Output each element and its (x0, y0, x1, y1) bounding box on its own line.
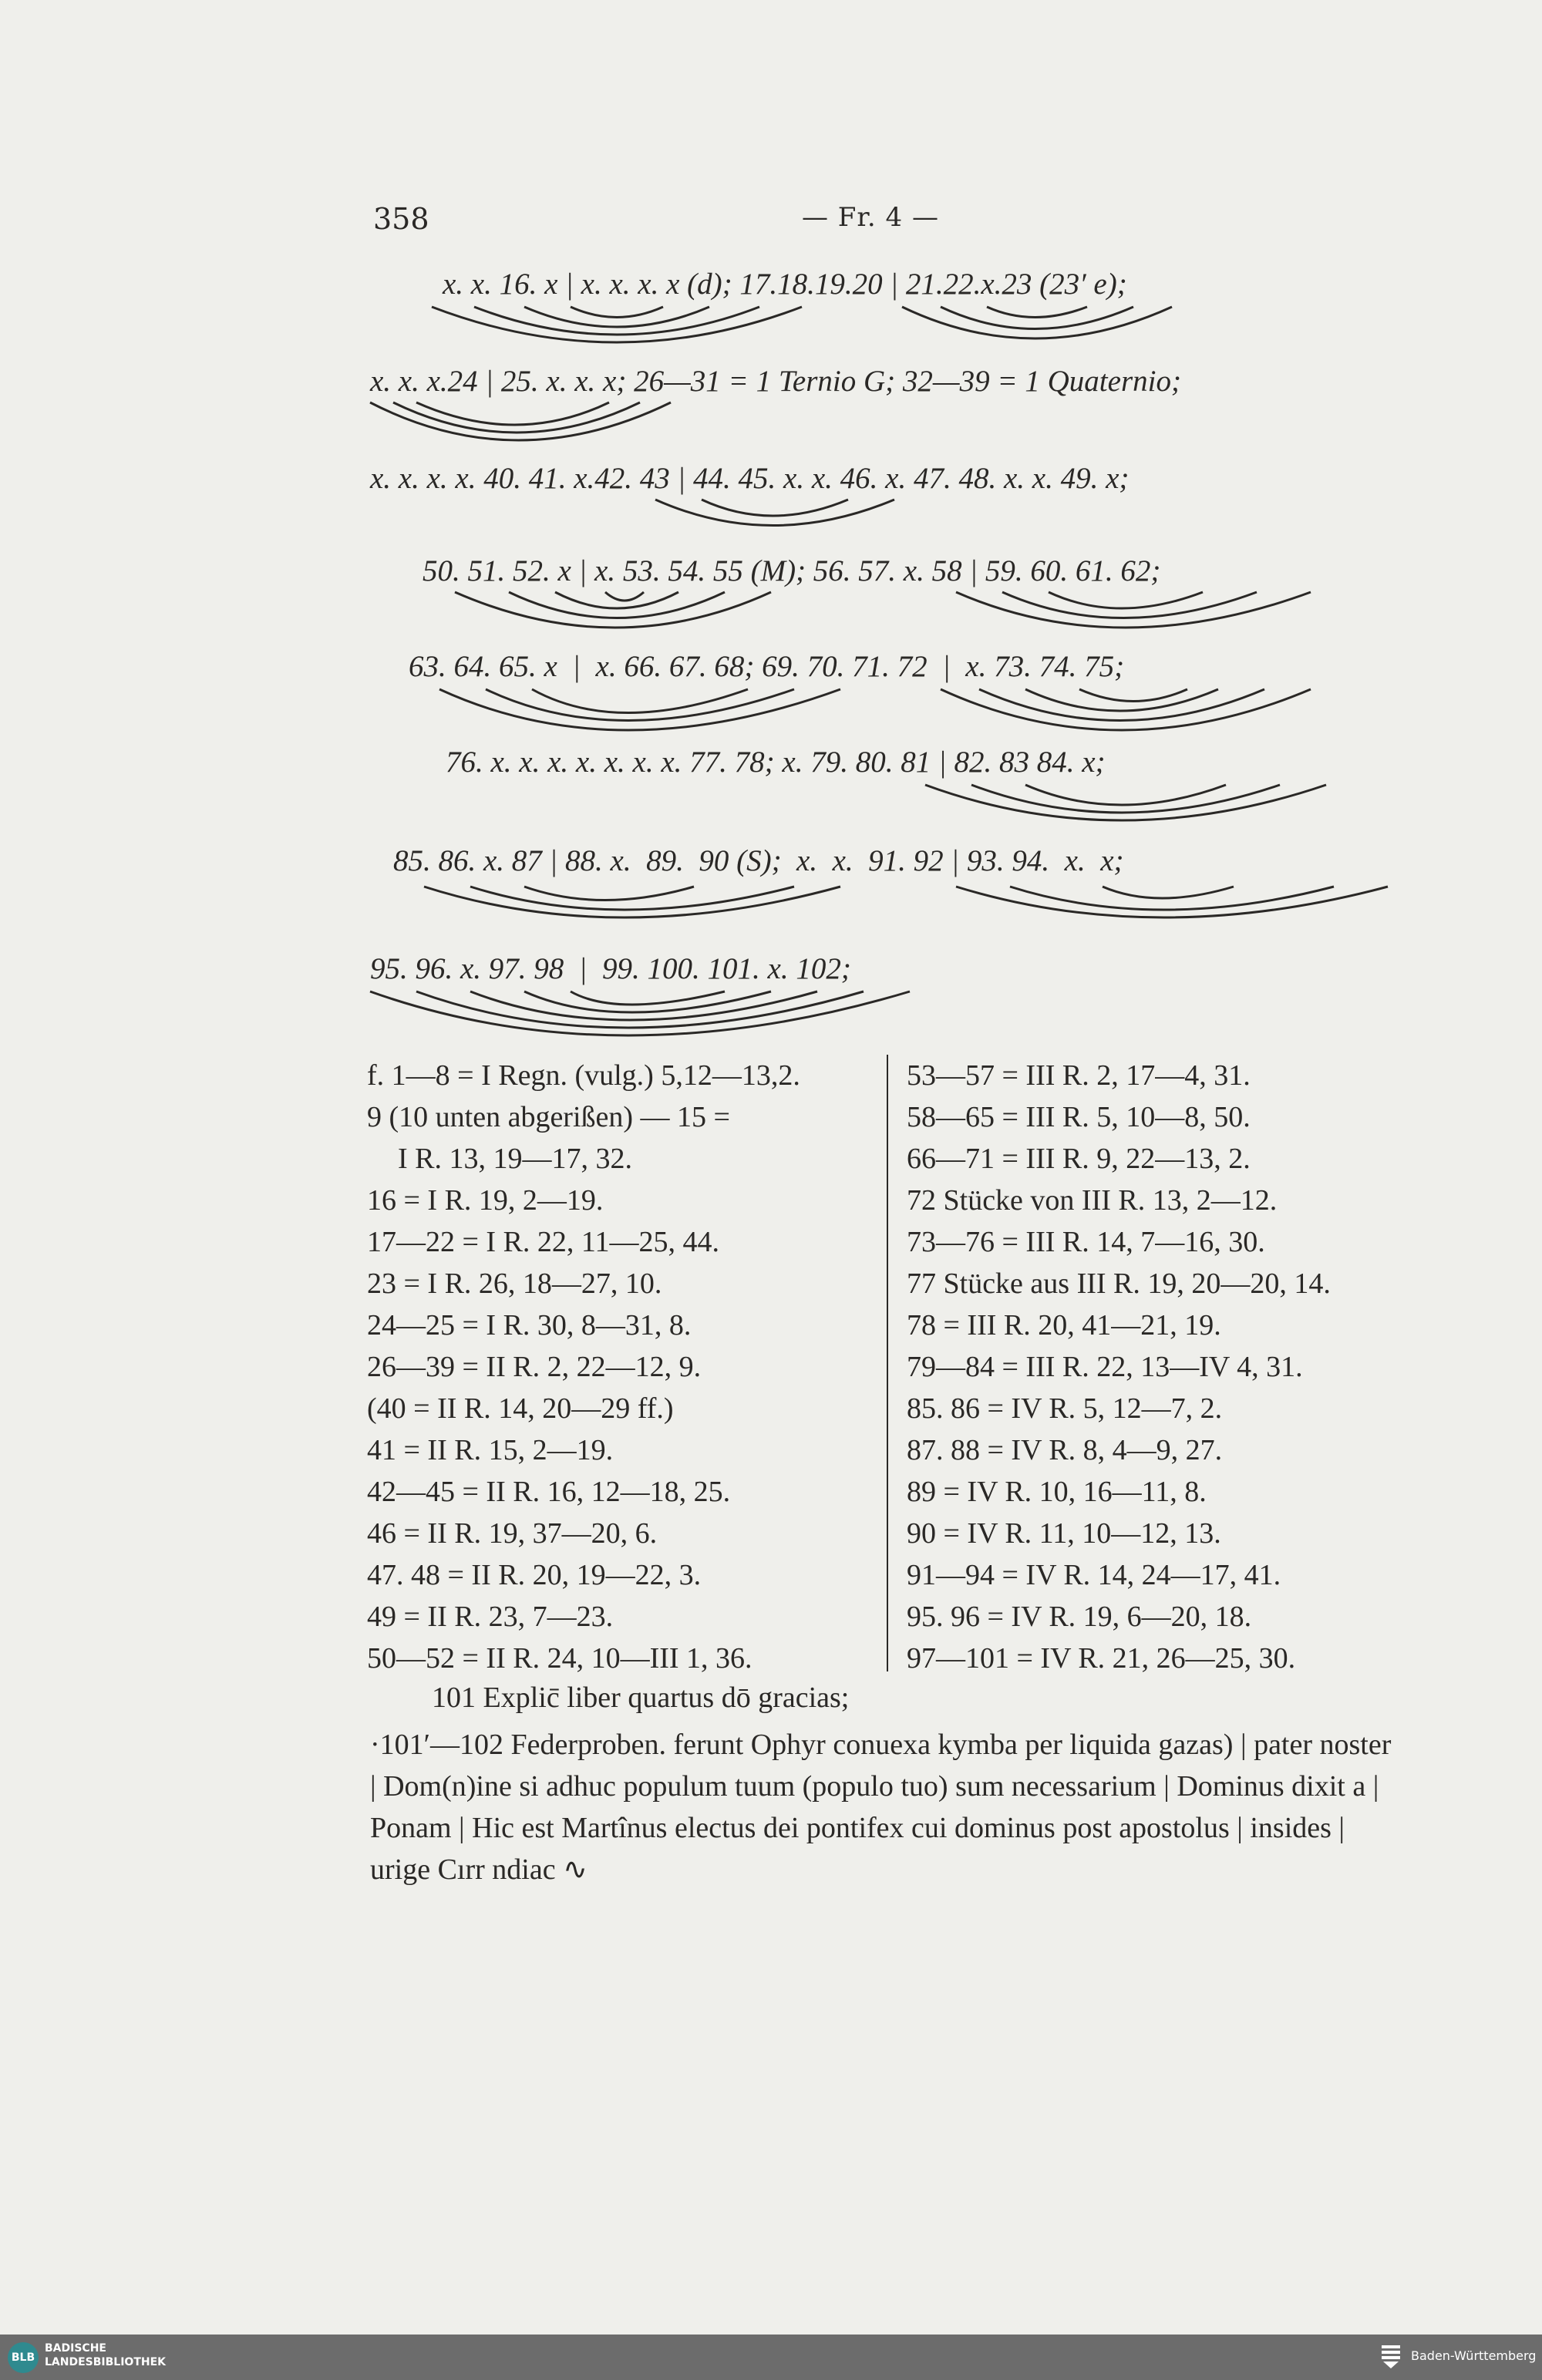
table-row: 17—22 = I R. 22, 11—25, 44. (367, 1226, 720, 1258)
library-name-line: LANDESBIBLIOTHEK (45, 2356, 167, 2368)
layout-line: 50. 51. 52. x | x. 53. 54. 55 (M); 56. 57. x. 58 | 59. 60. 61. 62; (423, 554, 1161, 587)
table-row: 87. 88 = IV R. 8, 4—9, 27. (907, 1434, 1223, 1466)
probationes-paragraph: ·101′—102 Federproben. ferunt Ophyr conuexa kymba per liquida gazas) | pater noster | Dom(n)ine si adhuc populum tuum (populo tuo) sum necessarium | Dominus dixit a | Ponam | Hic est Martînus electus dei pontifex cui dominus post apostolus | insides | urige Cırr ndiac ∿ (370, 1729, 1392, 1886)
table-row: 95. 96 = IV R. 19, 6—20, 18. (907, 1601, 1252, 1633)
table-row: 46 = II R. 19, 37—20, 6. (367, 1517, 658, 1550)
table-row: 23 = I R. 26, 18—27, 10. (367, 1267, 662, 1300)
table-row: 24—25 = I R. 30, 8—31, 8. (367, 1309, 692, 1341)
table-row: 42—45 = II R. 16, 12—18, 25. (367, 1476, 731, 1508)
quire-arc (571, 307, 663, 318)
page-number: 358 (373, 202, 429, 236)
table-row: 89 = IV R. 10, 16—11, 8. (907, 1476, 1207, 1508)
blb-logo-icon: BLB (8, 2342, 39, 2373)
layout-line: x. x. x. x. 40. 41. x.42. 43 | 44. 45. x. x. 46. x. 47. 48. x. x. 49. x; (370, 462, 1130, 495)
quire-arc (370, 991, 910, 1035)
table-left-column (367, 1055, 876, 1679)
table-row: 79—84 = III R. 22, 13—IV 4, 31. (907, 1351, 1303, 1383)
quire-arc (902, 307, 1172, 338)
explicit-line: 101 Explic̄ liber quartus dō gracias; (432, 1681, 850, 1714)
table-row: 72 Stücke von III R. 13, 2—12. (907, 1184, 1278, 1217)
library-name (45, 2341, 166, 2369)
quire-arc (1049, 592, 1203, 608)
state-label: Baden-Württemberg (1411, 2348, 1537, 2363)
table-right-column (907, 1055, 1416, 1679)
table-row: 16 = I R. 19, 2—19. (367, 1184, 604, 1217)
layout-line: x. x. x.24 | 25. x. x. x; 26—31 = 1 Ternio G; 32—39 = 1 Quaternio; (370, 365, 1181, 398)
table-row: 97—101 = IV R. 21, 26—25, 30. (907, 1642, 1296, 1675)
table-row: 47. 48 = II R. 20, 19—22, 3. (367, 1559, 702, 1591)
quire-arc (571, 991, 725, 1005)
table-row: 9 (10 unten abgerißen) — 15 = (367, 1101, 730, 1133)
table-row: 77 Stücke aus III R. 19, 20—20, 14. (907, 1267, 1331, 1300)
quire-arc (524, 887, 694, 900)
footer-bar (0, 2335, 1542, 2380)
table-row: 49 = II R. 23, 7—23. (367, 1601, 614, 1633)
quire-arc (605, 592, 644, 601)
table-row: 26—39 = II R. 2, 22—12, 9. (367, 1351, 702, 1383)
layout-line: 95. 96. x. 97. 98 | 99. 100. 101. x. 102; (370, 952, 851, 985)
state-emblem-icon (1380, 2344, 1402, 2370)
table-row: 85. 86 = IV R. 5, 12—7, 2. (907, 1392, 1223, 1425)
layout-line: x. x. 16. x | x. x. x. x (d); 17.18.19.20 | 21.22.x.23 (23′ e); (443, 268, 1127, 301)
running-head: — Fr. 4 — (802, 202, 939, 233)
layout-line: 76. x. x. x. x. x. x. x. 77. 78; x. 79. 80. 81 | 82. 83 84. x; (446, 746, 1106, 779)
quire-arc (655, 500, 894, 526)
table-row: 66—71 = III R. 9, 22—13, 2. (907, 1143, 1251, 1175)
quire-arc (1025, 785, 1226, 805)
quire-arc (987, 307, 1087, 318)
table-row: 90 = IV R. 11, 10—12, 13. (907, 1517, 1221, 1550)
table-row: I R. 13, 19—17, 32. (398, 1143, 632, 1175)
table-row: 50—52 = II R. 24, 10—III 1, 36. (367, 1642, 752, 1675)
quire-arc (524, 991, 771, 1012)
quire-arc (979, 689, 1264, 721)
library-name-line: BADISCHE (45, 2342, 106, 2355)
table-row: f. 1—8 = I Regn. (vulg.) 5,12—13,2. (367, 1059, 800, 1092)
table-row: 58—65 = III R. 5, 10—8, 50. (907, 1101, 1251, 1133)
quire-arc (702, 500, 848, 516)
table-row: 73—76 = III R. 14, 7—16, 30. (907, 1226, 1265, 1258)
vertical-rule (887, 1055, 888, 1671)
table-row: 91—94 = IV R. 14, 24—17, 41. (907, 1559, 1281, 1591)
layout-line: 63. 64. 65. x | x. 66. 67. 68; 69. 70. 71. 72 | x. 73. 74. 75; (409, 650, 1125, 683)
table-row: 53—57 = III R. 2, 17—4, 31. (907, 1059, 1251, 1092)
table-row: (40 = II R. 14, 20—29 ff.) (367, 1392, 674, 1425)
quire-arc (1079, 689, 1187, 702)
quire-arc (532, 689, 748, 713)
quire-arc (474, 307, 759, 335)
quire-arc (509, 592, 725, 618)
quire-arc (1002, 592, 1257, 618)
quire-arc (1103, 887, 1234, 898)
quire-arc (956, 887, 1388, 917)
quire-arcs (0, 0, 1542, 1049)
layout-line: 85. 86. x. 87 | 88. x. 89. 90 (S); x. x. 91. 92 | 93. 94. x. x; (393, 844, 1124, 877)
table-row: 78 = III R. 20, 41—21, 19. (907, 1309, 1221, 1341)
quire-arc (956, 592, 1311, 628)
table-row: 41 = II R. 15, 2—19. (367, 1434, 614, 1466)
